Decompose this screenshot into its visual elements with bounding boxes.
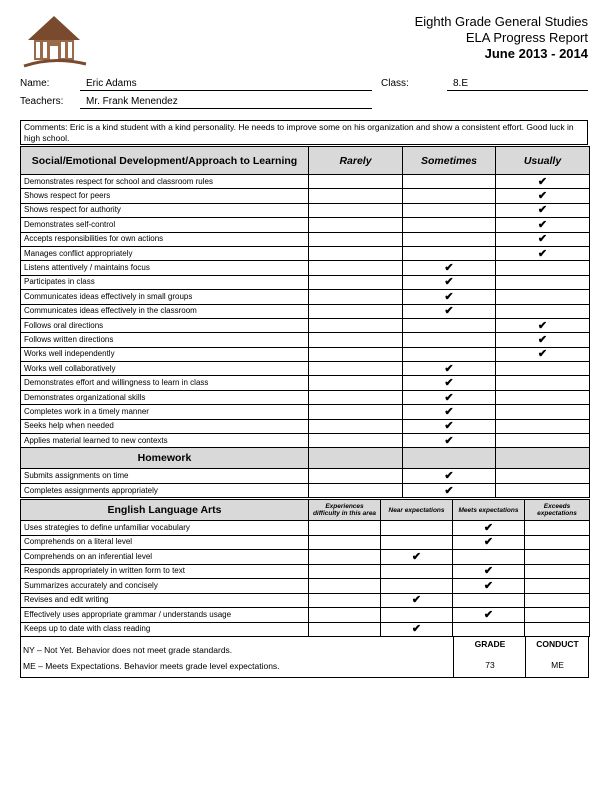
ela-rating-cell <box>453 564 525 579</box>
ela-rating-cell <box>309 521 381 536</box>
teachers-field: Mr. Frank Menendez <box>80 95 372 109</box>
checkmark-icon: ✔ <box>444 470 454 483</box>
grade-label: GRADE <box>474 639 506 649</box>
social-label: Participates in class <box>21 275 309 289</box>
social-label: Manages conflict appropriately <box>21 246 309 260</box>
report-title <box>415 14 588 62</box>
social-rating-cell <box>309 261 403 275</box>
ela-rating-cell <box>309 622 381 637</box>
social-rating-cell <box>496 232 590 246</box>
legend-me: ME – Meets Expectations. Behavior meets grade level expectations. <box>23 661 280 671</box>
school-logo-icon <box>20 14 88 72</box>
social-rating-cell <box>309 376 403 390</box>
homework-label: Submits assignments on time <box>21 469 309 483</box>
ela-rating-cell <box>525 521 590 536</box>
social-rating-cell <box>309 434 403 448</box>
social-rating-cell <box>496 218 590 232</box>
ela-rating-cell <box>381 593 453 608</box>
ela-row <box>21 550 590 565</box>
social-rating-cell <box>496 261 590 275</box>
checkmark-icon: ✔ <box>444 484 454 497</box>
social-rating-cell <box>496 333 590 347</box>
social-rating-cell <box>309 333 403 347</box>
checkmark-icon: ✔ <box>444 362 454 375</box>
checkmark-icon: ✔ <box>537 319 548 332</box>
social-label: Demonstrates respect for school and classroom rules <box>21 175 309 189</box>
social-label: Demonstrates self-control <box>21 218 309 232</box>
class-field: 8.E <box>447 77 588 91</box>
ela-label: Revises and edit writing <box>21 593 309 608</box>
checkmark-icon: ✔ <box>444 262 454 275</box>
homework-rating-cell <box>309 483 403 497</box>
social-rating-cell <box>403 390 496 404</box>
social-label: Follows oral directions <box>21 318 309 332</box>
ela-label: Responds appropriately in written form to text <box>21 564 309 579</box>
checkmark-icon: ✔ <box>444 305 454 318</box>
social-rating-cell <box>403 419 496 433</box>
social-rating-cell <box>403 246 496 260</box>
grade-cell <box>453 637 526 677</box>
checkmark-icon: ✔ <box>411 594 422 607</box>
social-rating-cell <box>309 390 403 404</box>
checkmark-icon: ✔ <box>444 377 454 390</box>
ela-label: Comprehends on an inferential level <box>21 550 309 565</box>
social-rating-cell <box>403 218 496 232</box>
social-rating-cell <box>309 362 403 376</box>
social-rating-cell <box>496 434 590 448</box>
grade-value: 73 <box>485 660 495 670</box>
checkmark-icon: ✔ <box>537 233 548 246</box>
social-row <box>21 232 590 246</box>
checkmark-icon: ✔ <box>483 536 494 549</box>
homework-rating-cell <box>403 483 496 497</box>
social-rating-cell <box>496 275 590 289</box>
social-rating-cell <box>309 246 403 260</box>
social-label: Communicates ideas effectively in the classroom <box>21 304 309 318</box>
social-rating-cell <box>403 347 496 361</box>
social-rating-cell <box>403 318 496 332</box>
social-label: Listens attentively / maintains focus <box>21 261 309 275</box>
homework-rating-cell <box>496 469 590 483</box>
homework-row <box>21 469 590 483</box>
col-sometimes: Sometimes <box>403 147 496 175</box>
col-rarely: Rarely <box>309 147 403 175</box>
social-rating-cell <box>403 290 496 304</box>
ela-rating-cell <box>309 593 381 608</box>
homework-rating-cell <box>403 469 496 483</box>
social-rating-cell <box>496 390 590 404</box>
social-row <box>21 405 590 419</box>
ela-row <box>21 579 590 594</box>
checkmark-icon: ✔ <box>483 608 494 621</box>
social-label: Demonstrates effort and willingness to learn in class <box>21 376 309 390</box>
ela-rating-cell <box>525 608 590 623</box>
social-rating-cell <box>496 246 590 260</box>
conduct-cell <box>525 637 589 677</box>
homework-rating-cell <box>309 469 403 483</box>
ela-rating-cell <box>453 579 525 594</box>
title-line-1: Eighth Grade General Studies <box>414 14 588 29</box>
social-label: Demonstrates organizational skills <box>21 390 309 404</box>
social-rating-cell <box>496 304 590 318</box>
social-rating-cell <box>403 362 496 376</box>
social-row <box>21 189 590 203</box>
ela-rating-cell <box>453 550 525 565</box>
social-rating-cell <box>309 275 403 289</box>
name-field: Eric Adams <box>80 77 372 91</box>
ela-rating-cell <box>525 550 590 565</box>
social-row <box>21 362 590 376</box>
ela-row <box>21 564 590 579</box>
social-rating-cell <box>309 290 403 304</box>
checkmark-icon: ✔ <box>483 521 494 534</box>
ela-heading: English Language Arts <box>21 500 309 521</box>
social-rating-cell <box>309 419 403 433</box>
social-row <box>21 175 590 189</box>
homework-label: Completes assignments appropriately <box>21 483 309 497</box>
legend-ny: NY – Not Yet. Behavior does not meet grade standards. <box>23 645 233 655</box>
checkmark-icon: ✔ <box>537 175 548 188</box>
social-rating-cell <box>403 434 496 448</box>
social-rating-cell <box>496 376 590 390</box>
ela-rating-cell <box>309 579 381 594</box>
checkmark-icon: ✔ <box>537 190 548 203</box>
ela-rating-cell <box>381 521 453 536</box>
social-row <box>21 218 590 232</box>
social-label: Communicates ideas effectively in small groups <box>21 290 309 304</box>
social-label: Shows respect for peers <box>21 189 309 203</box>
social-row <box>21 318 590 332</box>
ela-rating-cell <box>525 579 590 594</box>
grade-summary <box>20 636 589 678</box>
ela-row <box>21 535 590 550</box>
ela-rating-cell <box>309 564 381 579</box>
ela-rating-cell <box>381 564 453 579</box>
social-heading: Social/Emotional Development/Approach to Learning <box>21 147 309 175</box>
ela-row <box>21 521 590 536</box>
homework-row <box>21 483 590 497</box>
ela-label: Uses strategies to define unfamiliar vocabulary <box>21 521 309 536</box>
social-label: Works well independently <box>21 347 309 361</box>
social-row <box>21 203 590 217</box>
checkmark-icon: ✔ <box>537 247 548 260</box>
social-label: Applies material learned to new contexts <box>21 434 309 448</box>
homework-heading: Homework <box>21 448 309 469</box>
social-rating-cell <box>403 376 496 390</box>
comments-box: Comments: Eric is a kind student with a kind personality. He needs to improve some on his organization and show a consistent effort. Good luck in high school. <box>20 120 588 145</box>
ela-rating-cell <box>309 608 381 623</box>
checkmark-icon: ✔ <box>537 333 548 346</box>
ela-rating-cell <box>309 550 381 565</box>
ela-rating-cell <box>453 535 525 550</box>
checkmark-icon: ✔ <box>444 290 454 303</box>
social-rating-cell <box>496 405 590 419</box>
social-label: Shows respect for authority <box>21 203 309 217</box>
social-rating-cell <box>403 333 496 347</box>
ela-rating-cell <box>453 608 525 623</box>
ela-rating-cell <box>525 564 590 579</box>
social-row <box>21 290 590 304</box>
col-usually: Usually <box>496 147 590 175</box>
social-row <box>21 434 590 448</box>
social-rating-cell <box>309 347 403 361</box>
social-label: Follows written directions <box>21 333 309 347</box>
social-label: Completes work in a timely manner <box>21 405 309 419</box>
checkmark-icon: ✔ <box>444 405 454 418</box>
social-rating-cell <box>309 304 403 318</box>
checkmark-icon: ✔ <box>444 276 454 289</box>
checkmark-icon: ✔ <box>444 434 454 447</box>
checkmark-icon: ✔ <box>411 623 422 636</box>
social-rating-cell <box>496 347 590 361</box>
ela-label: Effectively uses appropriate grammar / understands usage <box>21 608 309 623</box>
social-rating-cell <box>309 189 403 203</box>
conduct-label: CONDUCT <box>536 639 579 649</box>
social-rating-cell <box>496 318 590 332</box>
ela-table <box>20 499 590 637</box>
ela-row <box>21 622 590 637</box>
social-label: Works well collaboratively <box>21 362 309 376</box>
ela-rating-cell <box>381 622 453 637</box>
checkmark-icon: ✔ <box>411 550 422 563</box>
ela-rating-cell <box>525 593 590 608</box>
title-line-3: June 2013 - 2014 <box>484 46 588 61</box>
name-label: Name: <box>20 78 50 89</box>
social-rating-cell <box>496 189 590 203</box>
social-rating-cell <box>496 419 590 433</box>
teachers-label: Teachers: <box>20 96 64 107</box>
social-label: Seeks help when needed <box>21 419 309 433</box>
ela-rating-cell <box>309 535 381 550</box>
col-exceeds-expectations: Exceeds expectations <box>525 500 590 521</box>
checkmark-icon: ✔ <box>537 348 548 361</box>
title-line-2: ELA Progress Report <box>465 30 588 45</box>
conduct-value: ME <box>551 660 564 670</box>
social-rating-cell <box>309 203 403 217</box>
social-rating-cell <box>403 304 496 318</box>
social-row <box>21 333 590 347</box>
social-table <box>20 146 590 498</box>
social-row <box>21 304 590 318</box>
social-rating-cell <box>496 203 590 217</box>
social-rating-cell <box>403 261 496 275</box>
social-rating-cell <box>309 318 403 332</box>
class-label: Class: <box>381 78 409 89</box>
ela-rating-cell <box>453 593 525 608</box>
social-rating-cell <box>403 232 496 246</box>
social-rating-cell <box>496 175 590 189</box>
ela-rating-cell <box>525 622 590 637</box>
col-near-expectations: Near expectations <box>381 500 453 521</box>
social-row <box>21 376 590 390</box>
social-rating-cell <box>309 175 403 189</box>
social-rating-cell <box>403 405 496 419</box>
checkmark-icon: ✔ <box>537 204 548 217</box>
ela-label: Summarizes accurately and concisely <box>21 579 309 594</box>
social-rating-cell <box>309 218 403 232</box>
social-rating-cell <box>403 275 496 289</box>
ela-rating-cell <box>453 622 525 637</box>
checkmark-icon: ✔ <box>483 565 494 578</box>
social-rating-cell <box>309 405 403 419</box>
ela-rating-cell <box>453 521 525 536</box>
homework-rating-cell <box>496 483 590 497</box>
ela-label: Keeps up to date with class reading <box>21 622 309 637</box>
ela-rating-cell <box>525 535 590 550</box>
ela-rating-cell <box>381 535 453 550</box>
ela-row <box>21 608 590 623</box>
checkmark-icon: ✔ <box>483 579 494 592</box>
ela-label: Comprehends on a literal level <box>21 535 309 550</box>
ela-rating-cell <box>381 550 453 565</box>
social-rating-cell <box>403 203 496 217</box>
social-row <box>21 347 590 361</box>
social-rating-cell <box>403 175 496 189</box>
ela-rating-cell <box>381 579 453 594</box>
checkmark-icon: ✔ <box>444 391 454 404</box>
social-row <box>21 261 590 275</box>
social-rating-cell <box>496 290 590 304</box>
ela-row <box>21 593 590 608</box>
social-label: Accepts responsibilities for own actions <box>21 232 309 246</box>
social-row <box>21 419 590 433</box>
col-experiences-difficulty: Experiences difficulty in this area <box>309 500 381 521</box>
checkmark-icon: ✔ <box>444 420 454 433</box>
social-row <box>21 275 590 289</box>
social-rating-cell <box>496 362 590 376</box>
social-row <box>21 390 590 404</box>
col-meets-expectations: Meets expectations <box>453 500 525 521</box>
social-rating-cell <box>403 189 496 203</box>
ela-rating-cell <box>381 608 453 623</box>
social-rating-cell <box>309 232 403 246</box>
social-row <box>21 246 590 260</box>
checkmark-icon: ✔ <box>537 218 548 231</box>
